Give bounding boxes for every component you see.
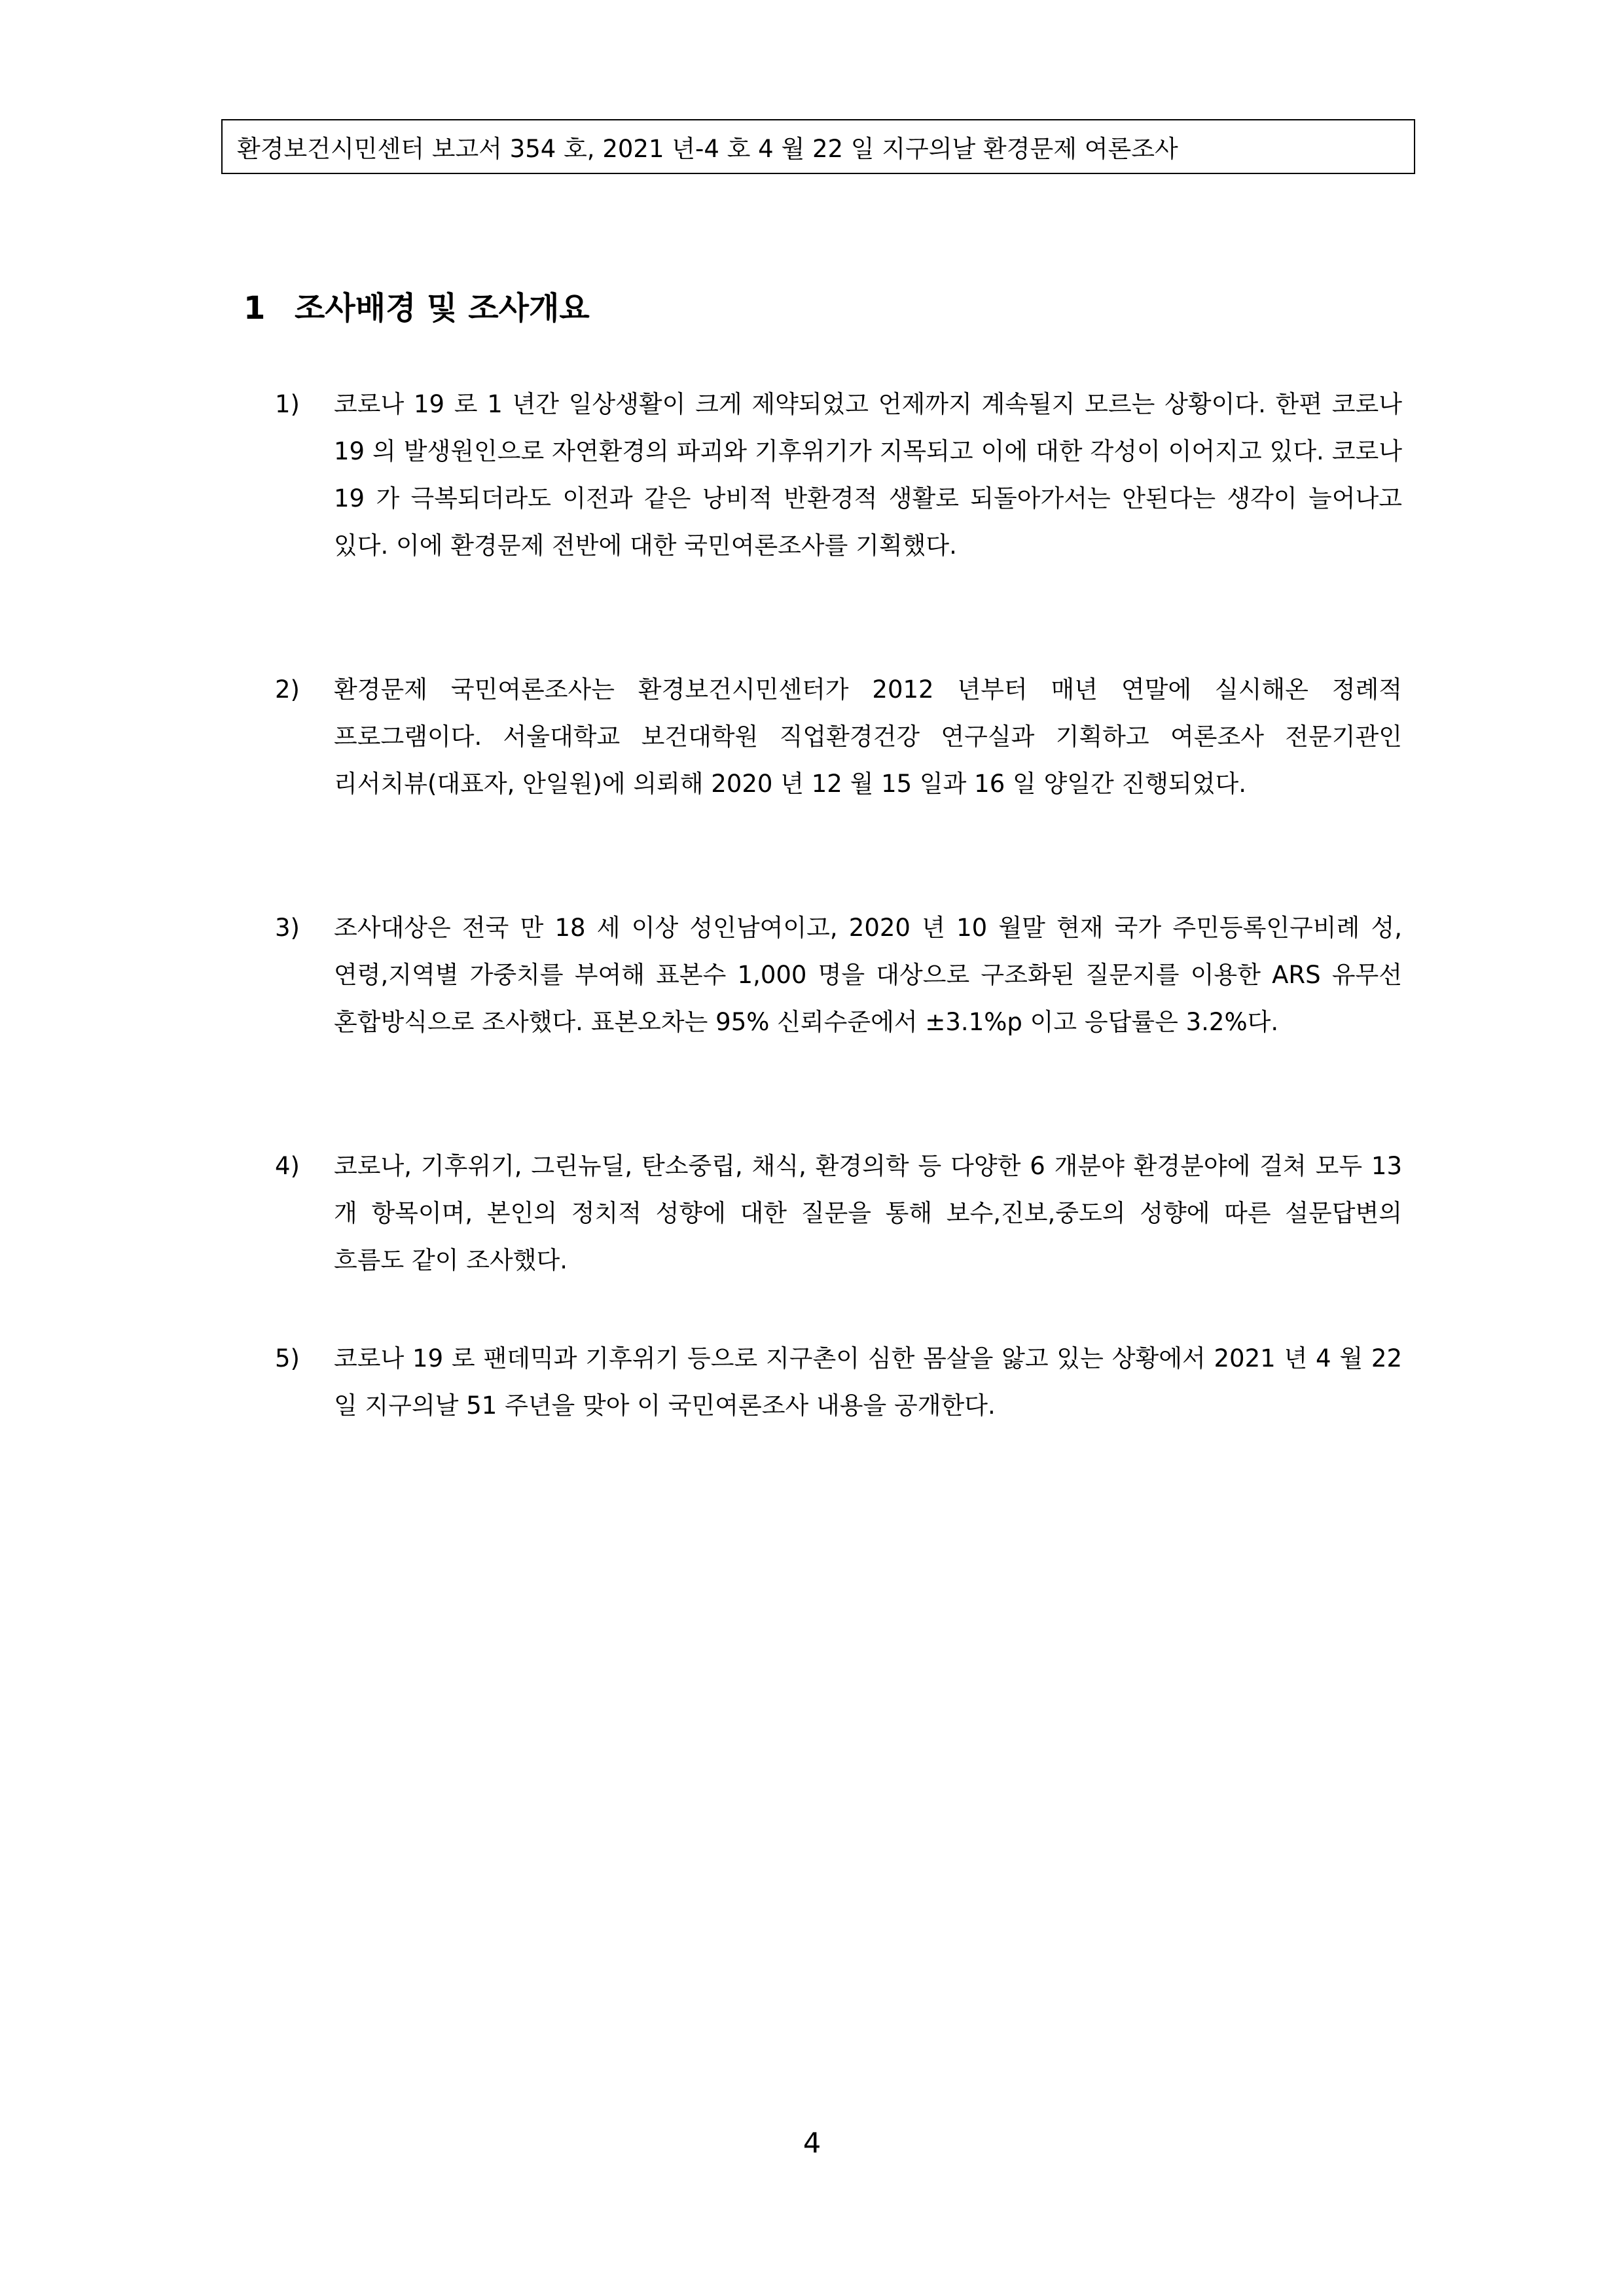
- section-title: 조사배경 및 조사개요: [295, 290, 590, 327]
- page-number: 4: [803, 2127, 821, 2160]
- section-number: 1: [244, 290, 266, 327]
- list-item: [275, 666, 1402, 808]
- list-item-marker: 2): [275, 675, 300, 704]
- list-item: [275, 1335, 1402, 1429]
- list-item-marker: 3): [275, 914, 300, 942]
- list-item-text: 코로나 19 로 1 년간 일상생활이 크게 제약되었고 언제까지 계속될지 모르는 상황이다. 한편 코로나 19 의 발생원인으로 자연환경의 파괴와 기후위기가 지목되고 이에 대한 각성이 이어지고 있다. 코로나 19 가 극복되더라도 이전과 같은 낭비적 반환경적 생활로 되돌아가서는 안된다는 생각이 늘어나고 있다. 이에 환경문제 전반에 대한 국민여론조사를 기획했다.: [334, 390, 1402, 560]
- section-heading: [244, 283, 590, 328]
- report-header-text: 환경보건시민센터 보고서 354 호, 2021 년-4 호 4 월 22 일 지구의날 환경문제 여론조사: [237, 135, 1178, 163]
- list-item-text: 코로나, 기후위기, 그린뉴딜, 탄소중립, 채식, 환경의학 등 다양한 6 개분야 환경분야에 걸쳐 모두 13 개 항목이며, 본인의 정치적 성향에 대한 질문을 통해 보수,진보,중도의 성향에 따른 설문답변의 흐름도 같이 조사했다.: [334, 1152, 1402, 1274]
- list-item-marker: 1): [275, 390, 300, 418]
- list-item: [275, 905, 1402, 1046]
- report-header-box: [221, 119, 1415, 174]
- list-item-marker: 5): [275, 1344, 300, 1372]
- list-item-marker: 4): [275, 1152, 300, 1180]
- list-item-text: 코로나 19 로 팬데믹과 기후위기 등으로 지구촌이 심한 몸살을 앓고 있는 상황에서 2021 년 4 월 22 일 지구의날 51 주년을 맞아 이 국민여론조사 내용을 공개한다.: [334, 1344, 1402, 1420]
- list-item: [275, 1143, 1402, 1284]
- list-item-text: 환경문제 국민여론조사는 환경보건시민센터가 2012 년부터 매년 연말에 실시해온 정례적 프로그램이다. 서울대학교 보건대학원 직업환경건강 연구실과 기획하고 여론조사 전문기관인 리서치뷰(대표자, 안일원)에 의뢰해 2020 년 12 월 15 일과 16 일 양일간 진행되었다.: [334, 675, 1402, 798]
- list-item-text: 조사대상은 전국 만 18 세 이상 성인남여이고, 2020 년 10 월말 현재 국가 주민등록인구비례 성,연령,지역별 가중치를 부여해 표본수 1,000 명을 대상으로 구조화된 질문지를 이용한 ARS 유무선 혼합방식으로 조사했다. 표본오차는 95% 신뢰수준에서 ±3.1%p 이고 응답률은 3.2%다.: [334, 914, 1402, 1036]
- list-item: [275, 381, 1402, 569]
